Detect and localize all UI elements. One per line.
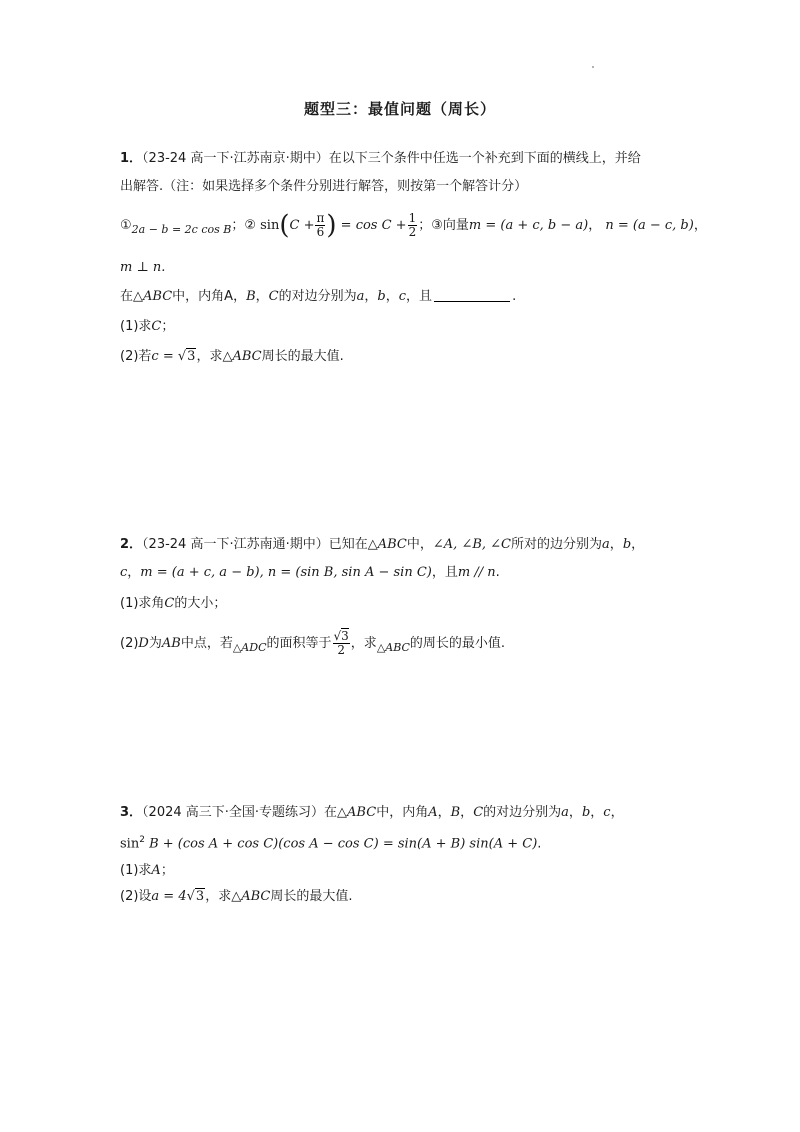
q1-sqrt3: √3: [177, 349, 196, 364]
q1-one-half: $\frac{1}{2}$: [408, 211, 417, 240]
q1-number: 1．: [120, 151, 143, 166]
q1-triangle: △ABC: [133, 289, 173, 304]
q1-cond1-mark: ①: [120, 218, 132, 234]
q1-part1: (1)求C；: [120, 319, 175, 334]
q3-equation: $\sin^2 B + (\cos$ A + cos C)(cos A − cos C) = sin(A + B) sin(A + C).: [120, 835, 542, 852]
q1-sep2: ；③向量: [418, 218, 469, 234]
q1-cond2-c: C +: [289, 218, 315, 234]
q3-part2: (2)设a = 4√3，求△ABC周长的最大值.: [120, 889, 353, 904]
q1-perp: m ⊥ n.: [120, 260, 166, 275]
q1-source: （23-24 高一下·江苏南京·期中）: [142, 151, 329, 166]
q1-perp-line: [120, 261, 165, 274]
page-dot: [592, 66, 594, 68]
page-title: 题型三：最值问题（周长）: [303, 100, 496, 118]
q2-line-2: c，m = (a + c, a − b), n = (sin B, sin A − sin C)，且m // n.: [120, 565, 500, 580]
q3-part1: (1)求A；: [120, 863, 174, 878]
q1-answer-blank: [434, 301, 510, 302]
q1-cond1-expr: 2a − b = 2c cos B: [131, 223, 232, 237]
q1-part2: (2)若c = √3，求△ABC周长的最大值.: [120, 349, 344, 364]
q1-cond2-rhs: = cos C +: [340, 218, 407, 234]
q2-part2: (2)D为AB中点，若$_{\triangle ADC}$的面积等于 $\frac{√3}{2}$ ，求$_{\triangle ABC}$的周长的最小值.: [120, 629, 506, 658]
q1-line-1: [120, 152, 641, 165]
q1-vec-n: n = (a − c, b): [605, 218, 694, 234]
q2-sqrt3-over-2: $\frac{√3}{2}$: [333, 629, 349, 658]
q1-intro: 在△ABC中，内角A，B，C的对边分别为a，b，c，且 .: [120, 289, 517, 304]
q2-parallel: m // n: [457, 565, 496, 580]
q1-pi-over-6: $\frac{\pi}{6}$: [316, 211, 325, 240]
q2-angles: ∠A, ∠B, ∠C: [432, 537, 512, 552]
q1-text-1: 在以下三个条件中任选一个补充到下面的横线上，并给: [328, 151, 641, 166]
q1-text-2: 出解答.（注：如果选择多个条件分别进行解答，则按第一个解答计分）: [120, 179, 528, 194]
q2-source: （23-24 高一下·江苏南通·期中）: [142, 537, 329, 552]
q2-part1: (1)求角C的大小；: [120, 596, 227, 611]
q3-source: （2024 高三下·全国·专题练习）: [142, 805, 325, 820]
q1-conditions: $①_{2a - b = 2c cos B}$；② sin(C + $\frac{\pi}{6}$ ) = cos C + $\frac{1}{2}$ ；③向量m = (a + c, b − a)， n = (a − c, b)，: [120, 210, 707, 241]
q2-line-1: 2．（23-24 高一下·江苏南通·期中）已知在△ABC中，∠A, ∠B, ∠C所对的边分别为a，b，: [120, 537, 645, 552]
q1-line-2: [120, 180, 527, 193]
q3-number: 3．: [120, 805, 143, 820]
q2-number: 2．: [120, 537, 143, 552]
q3-sqrt3: √3: [186, 889, 205, 904]
q3-line-1: 3．（2024 高三下·全国·专题练习）在△ABC中，内角A，B，C的对边分别为a，b，c，: [120, 805, 624, 820]
q1-vec-m: m = (a + c, b − a): [468, 218, 589, 234]
q1-sep1: ；②: [231, 218, 256, 234]
q1-cond2-sin: sin: [260, 218, 280, 234]
q2-vectors: m = (a + c, a − b), n = (sin B, sin A − sin C): [140, 565, 432, 580]
